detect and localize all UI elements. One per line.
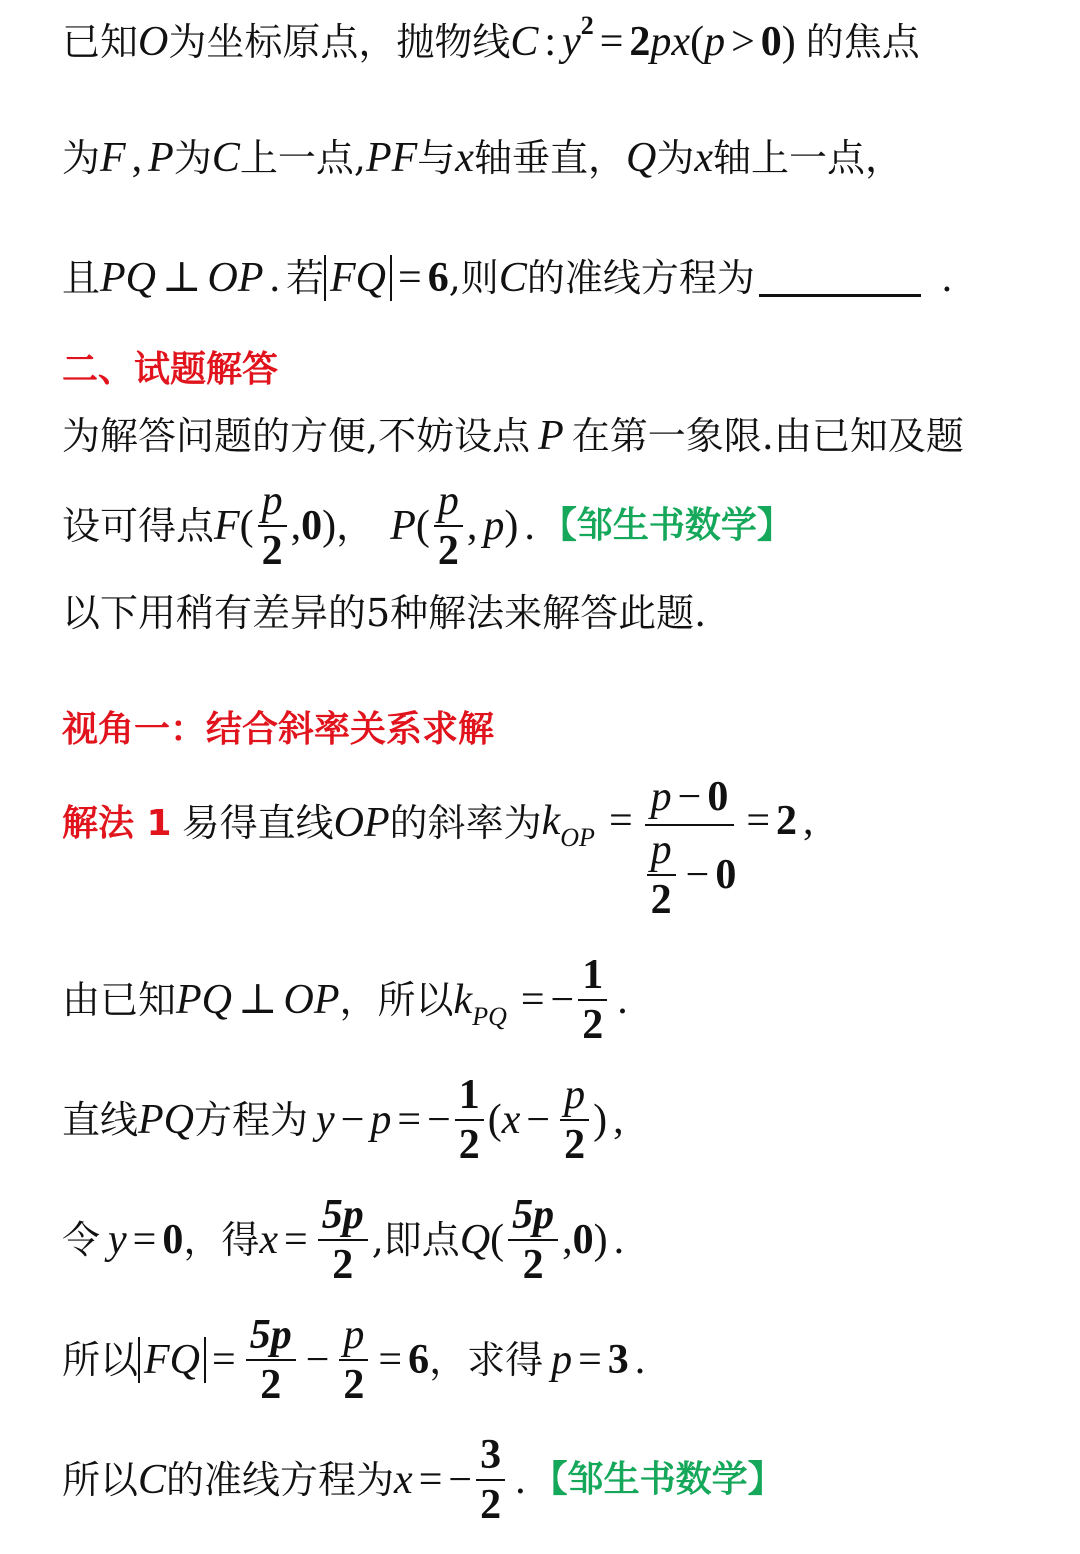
text: 为 [62, 136, 101, 180]
math-O: O [138, 19, 169, 65]
method-line-3 [62, 1070, 630, 1170]
problem-line-3 [62, 254, 953, 302]
math-eq: = [284, 1217, 308, 1263]
frac-den: 2 [582, 1002, 604, 1048]
math-perp: ⊥ [238, 977, 278, 1023]
text: 的准线方程为 [166, 1458, 395, 1502]
math-PQ: PQ [138, 1097, 195, 1143]
k-OP [541, 798, 595, 852]
math-minus: − [685, 852, 710, 898]
frac-num: 5p [246, 1314, 296, 1361]
math-eq: = [378, 1337, 403, 1383]
math-y: y [562, 19, 581, 65]
math-lparen: ( [487, 1097, 502, 1143]
frac-den: 2 [564, 1122, 586, 1168]
math-rparen: ) [593, 1097, 608, 1143]
math-6: 6 [408, 1337, 430, 1383]
math-Q: Q [625, 135, 657, 181]
frac-num: p [647, 829, 676, 876]
math-C: C [498, 255, 527, 301]
method-line-6 [62, 1430, 784, 1530]
text: 易得直线 [181, 801, 334, 845]
math-y: y [108, 1217, 127, 1263]
brand-tag: 【邹生书数学】 [531, 1459, 784, 1500]
math-k: k [453, 977, 473, 1023]
math-p: p [483, 503, 505, 549]
frac-num: 3 [476, 1434, 505, 1481]
math-PF: PF [365, 135, 418, 181]
math-P: P [390, 503, 416, 549]
intro-line-1 [62, 414, 964, 458]
math-F: F [214, 503, 240, 549]
frac-num: p [560, 1074, 589, 1121]
math-rparen: ) [593, 1217, 608, 1263]
math-eq: = [418, 1457, 443, 1503]
method-line-5 [62, 1310, 651, 1410]
math-rparen: ) [322, 503, 337, 549]
math-minus: − [340, 1097, 365, 1143]
text: 直线 [62, 1098, 139, 1142]
frac-den: 2 [261, 528, 283, 574]
math-rparen: ) [781, 19, 796, 65]
method-line-2 [62, 950, 634, 1050]
text: ，得 [183, 1218, 260, 1262]
math-C: C [211, 135, 240, 181]
math-x: x [694, 135, 713, 181]
fraction-5p-over-2 [318, 1194, 368, 1286]
text: ,则 [448, 256, 499, 300]
text: 的准线方程为 [526, 256, 755, 300]
fraction-3-over-2 [476, 1434, 505, 1526]
intro-line-2 [62, 478, 793, 574]
math-comma: , [613, 1097, 624, 1143]
text: 已知 [62, 20, 139, 64]
text: 且 [62, 256, 101, 300]
math-comma: , [131, 135, 143, 181]
math-eq: = [397, 1097, 422, 1143]
frac-num: p [339, 1314, 368, 1361]
perspective-title: 视角一：结合斜率关系求解 [62, 709, 495, 750]
frac-num: p [258, 480, 287, 527]
math-comma: , [466, 503, 478, 549]
fraction-p-over-2 [434, 480, 463, 572]
text: ，求得 [429, 1338, 544, 1382]
math-OP: OP [333, 800, 390, 846]
text: . [940, 256, 953, 300]
math-eq: = [132, 1217, 157, 1263]
math-Q: Q [459, 1217, 491, 1263]
math-FQ: FQ [330, 254, 387, 301]
math-dot: . [515, 1457, 526, 1503]
math-lparen: ( [690, 19, 705, 65]
text: 在第一象限.由已知及题 [571, 414, 964, 458]
math-eq: = [746, 798, 771, 844]
math-comma: , [290, 503, 302, 549]
math-dot: . [617, 977, 628, 1023]
math-p: p [370, 1097, 392, 1143]
frac-num [645, 772, 735, 826]
brand-tag: 【邹生书数学】 [540, 505, 793, 546]
text: 上一点, [239, 136, 366, 180]
frac-den: 2 [260, 1362, 282, 1408]
method-label: 解法 1 [62, 803, 172, 844]
math-x: x [394, 1457, 413, 1503]
problem-line-1 [62, 11, 920, 65]
math-OP: OP [207, 255, 264, 301]
text: 的斜率为 [389, 801, 542, 845]
fraction-p-over-2 [560, 1074, 589, 1166]
frac-num: 5p [508, 1194, 558, 1241]
math-minus: − [305, 1337, 330, 1383]
text: 为解答问题的方便,不妨设点 [62, 414, 531, 458]
math-lparen: ( [415, 503, 430, 549]
math-px: px [650, 19, 691, 65]
frac-den: 2 [437, 528, 459, 574]
frac-den: 2 [343, 1362, 365, 1408]
math-x: x [455, 135, 474, 181]
math-x: x [259, 1217, 279, 1263]
text: 若 [286, 256, 325, 300]
math-dot: . [634, 1337, 646, 1383]
math-C: C [510, 19, 539, 65]
text: 所以 [62, 1338, 139, 1382]
fraction-1-over-2 [578, 954, 607, 1046]
math-sup-2: 2 [580, 11, 594, 40]
math-C: C [138, 1457, 167, 1503]
math-2: 2 [629, 19, 651, 65]
math-2: 2 [776, 798, 798, 844]
method-line-1 [62, 772, 820, 932]
frac-den: 2 [480, 1482, 502, 1528]
math-0: 0 [572, 1217, 594, 1263]
math-F: F [100, 135, 126, 181]
math-k: k [541, 798, 561, 844]
text: 为 [656, 136, 695, 180]
math-P: P [148, 135, 174, 181]
math-eq: = [608, 798, 633, 844]
math-minus: − [448, 1457, 473, 1503]
math-PQ: PQ [100, 255, 157, 301]
fraction-p-over-2 [339, 1314, 368, 1406]
math-dot: . [524, 503, 535, 549]
math-0: 0 [162, 1217, 184, 1263]
math-eq: = [212, 1337, 236, 1383]
frac-num: 1 [578, 954, 607, 1001]
frac-den: 2 [332, 1242, 354, 1288]
math-minus: − [526, 1097, 551, 1143]
text: 所以 [62, 1458, 139, 1502]
math-lparen: ( [490, 1217, 505, 1263]
text: 令 [62, 1218, 101, 1262]
text: ， [336, 504, 375, 548]
fraction-5p-over-2 [246, 1314, 296, 1406]
math-3: 3 [607, 1337, 629, 1383]
text: 的焦点 [805, 20, 920, 64]
text: 为坐标原点，抛物线 [168, 20, 511, 64]
math-eq: = [520, 977, 545, 1023]
math-eq: = [599, 19, 624, 65]
math-0: 0 [715, 852, 737, 898]
math-p: p [650, 774, 672, 820]
intro-line-3: 以下用稍有差异的5种解法来解答此题. [62, 591, 707, 635]
problem-line-2 [62, 136, 903, 180]
math-comma: , [803, 798, 814, 844]
k-PQ [453, 977, 507, 1031]
fraction-1-over-2 [455, 1074, 484, 1166]
math-eq: = [398, 255, 422, 301]
frac-den [643, 826, 737, 921]
method-line-4 [62, 1190, 630, 1290]
math-eq: = [578, 1337, 602, 1383]
math-sub-OP: OP [560, 823, 595, 852]
math-6: 6 [427, 255, 449, 301]
frac-den: 2 [522, 1242, 544, 1288]
section-title: 二、试题解答 [62, 349, 279, 390]
text: ，所以 [339, 978, 454, 1022]
math-perp: ⊥ [162, 255, 202, 301]
math-0: 0 [301, 503, 323, 549]
fraction-slope-OP [643, 772, 737, 921]
fraction-p-over-2 [647, 829, 676, 921]
math-gt: > [731, 19, 755, 65]
frac-num: 1 [455, 1074, 484, 1121]
math-rparen: ) [504, 503, 519, 549]
math-p: p [704, 19, 726, 65]
math-x: x [501, 1097, 521, 1143]
math-lparen: ( [239, 503, 254, 549]
math-FQ: FQ [144, 1336, 201, 1383]
fraction-p-over-2 [258, 480, 287, 572]
math-minus: − [427, 1097, 451, 1143]
text: 为 [173, 136, 212, 180]
frac-den: 2 [458, 1122, 480, 1168]
frac-num: p [434, 480, 463, 527]
math-P: P [538, 413, 564, 459]
text: 轴垂直， [473, 136, 626, 180]
text: 方程为 [194, 1098, 309, 1142]
math-OP: OP [283, 977, 340, 1023]
math-minus: − [550, 977, 575, 1023]
math-0: 0 [760, 19, 782, 65]
math-dot: . [613, 1217, 625, 1263]
text: 与 [417, 136, 456, 180]
text: 轴上一点， [712, 136, 903, 180]
math-sub-PQ: PQ [472, 1002, 507, 1031]
abs-FQ [138, 1337, 206, 1383]
fraction-5p-over-2 [508, 1194, 558, 1286]
text: ,即点 [371, 1218, 460, 1262]
math-PQ: PQ [176, 977, 233, 1023]
abs-FQ [324, 255, 392, 301]
math-0: 0 [707, 774, 729, 820]
math-minus: − [677, 774, 702, 820]
text: 由已知 [62, 978, 177, 1022]
answer-blank [759, 260, 921, 297]
math-p: p [551, 1337, 573, 1383]
frac-num: 5p [318, 1194, 368, 1241]
math-colon: : [544, 19, 557, 65]
math-dot: . [269, 255, 281, 301]
text: 设可得点 [62, 504, 215, 548]
frac-den: 2 [650, 877, 672, 923]
math-comma: , [562, 1217, 573, 1263]
math-y: y [316, 1097, 335, 1143]
